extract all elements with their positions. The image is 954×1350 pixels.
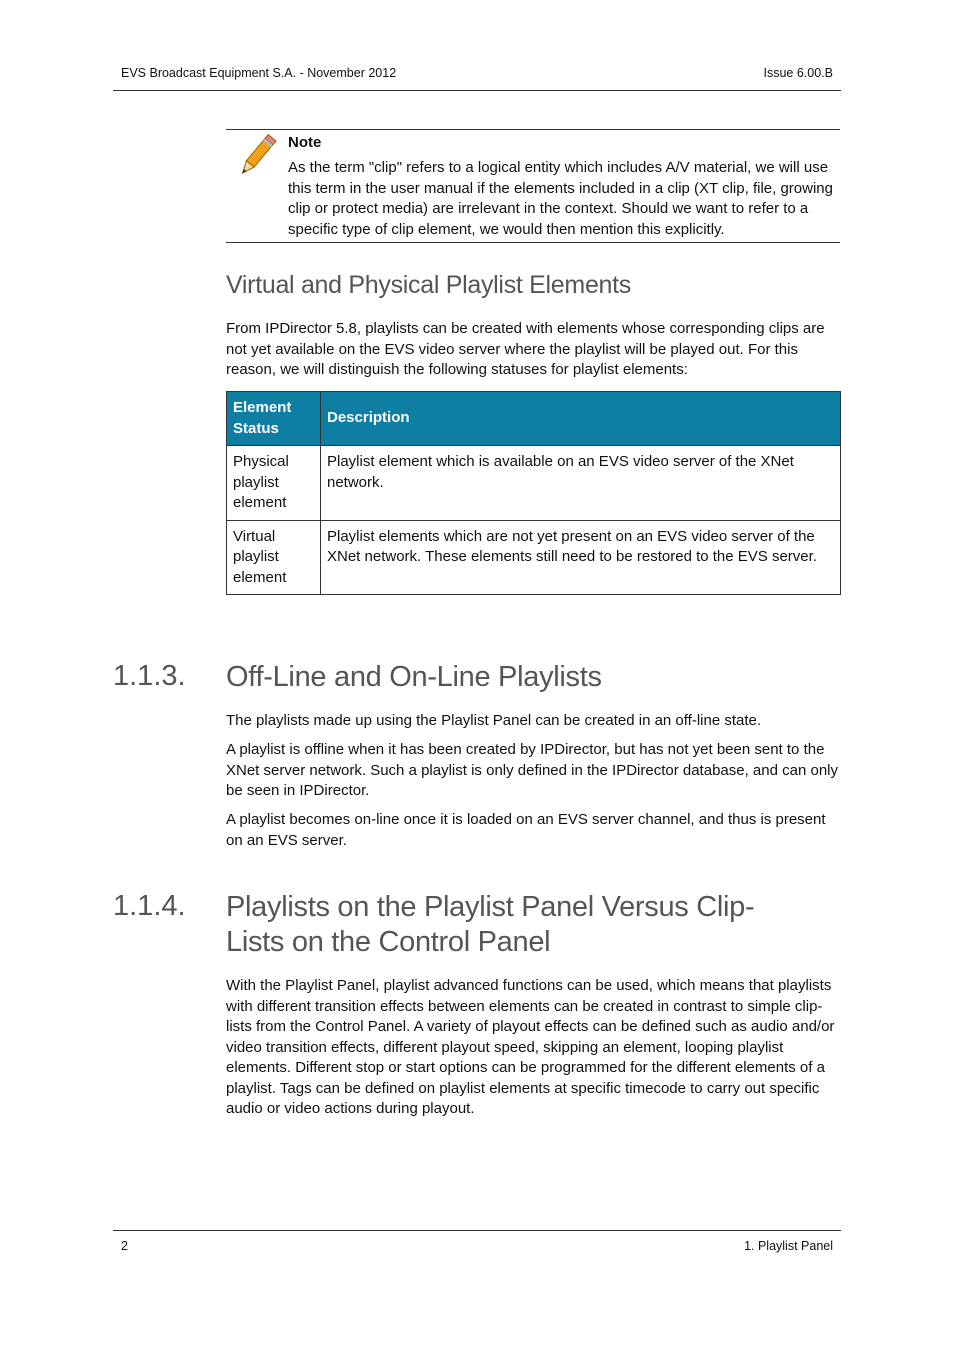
table-cell-description: Playlist element which is available on an EVS video server of the XNet network. bbox=[321, 446, 841, 521]
section-heading-114 bbox=[226, 890, 754, 960]
note-body: As the term "clip" refers to a logical entity which includes A/V material, we will use this term in the user manual if the elements included in a clip (XT clip, file, growing clip or protect media) are irrelevant in the context. Should we want to refer to a specific type of clip element, we would then mention this explicitly. bbox=[288, 159, 833, 238]
column-header-status: Element Status bbox=[227, 392, 321, 446]
section-heading-114-line1: Playlists on the Playlist Panel Versus Clip- bbox=[226, 891, 755, 923]
table-cell-status: Virtual playlist element bbox=[227, 520, 321, 595]
section-number-113: 1.1.3. bbox=[113, 660, 186, 692]
column-header-description: Description bbox=[321, 392, 841, 446]
pencil-icon bbox=[232, 134, 280, 180]
page-header bbox=[113, 64, 841, 91]
paragraph-113-1: The playlists made up using the Playlist Panel can be created in an off-line state. bbox=[226, 712, 762, 729]
table-row bbox=[227, 446, 841, 521]
table-cell-status: Physical playlist element bbox=[227, 446, 321, 521]
paragraph-113-2: A playlist is offline when it has been created by IPDirector, but has not yet been sent to the XNet server network. Such a playlist is only defined in the IPDirector database, and can only be seen in IPDirector. bbox=[226, 741, 838, 799]
table-row bbox=[227, 520, 841, 595]
section-heading-virtual-physical: Virtual and Physical Playlist Elements bbox=[226, 271, 631, 299]
note-title: Note bbox=[288, 134, 322, 151]
page-footer bbox=[113, 1230, 841, 1257]
table-header-row bbox=[227, 392, 841, 446]
table-cell-description: Playlist elements which are not yet present on an EVS video server of the XNet network. These elements still need to be restored to the EVS server. bbox=[321, 520, 841, 595]
paragraph-113-3: A playlist becomes on-line once it is loaded on an EVS server channel, and thus is present on an EVS server. bbox=[226, 811, 826, 849]
paragraph-114: With the Playlist Panel, playlist advanced functions can be used, which means that playlists with different transition effects between elements can be created in contrast to simple clip-lists from the Control Panel. A variety of playout effects can be defined such as audio and/or video transition effects, different playout speed, skipping an element, looping playlist elements. Different stop or start options can be programmed for the different elements of a playlist. Tags can be defined on playlist elements at specific timecode to carry out specific audio or video actions during playout. bbox=[226, 977, 835, 1117]
note-box bbox=[226, 129, 840, 243]
section-number-114: 1.1.4. bbox=[113, 890, 186, 922]
section-heading-114-line2: Lists on the Control Panel bbox=[226, 926, 551, 958]
footer-chapter: 1. Playlist Panel bbox=[744, 1239, 833, 1253]
header-publisher: EVS Broadcast Equipment S.A. - November 2012 bbox=[121, 66, 397, 80]
page-number: 2 bbox=[121, 1239, 128, 1253]
header-issue: Issue 6.00.B bbox=[763, 66, 833, 80]
element-status-table bbox=[226, 391, 841, 595]
virtual-intro-paragraph: From IPDirector 5.8, playlists can be created with elements whose corresponding clips are not yet available on the EVS video server where the playlist will be played out. For this reason, we will distinguish the following statuses for playlist elements: bbox=[226, 320, 825, 378]
section-heading-113: Off-Line and On-Line Playlists bbox=[226, 661, 602, 693]
